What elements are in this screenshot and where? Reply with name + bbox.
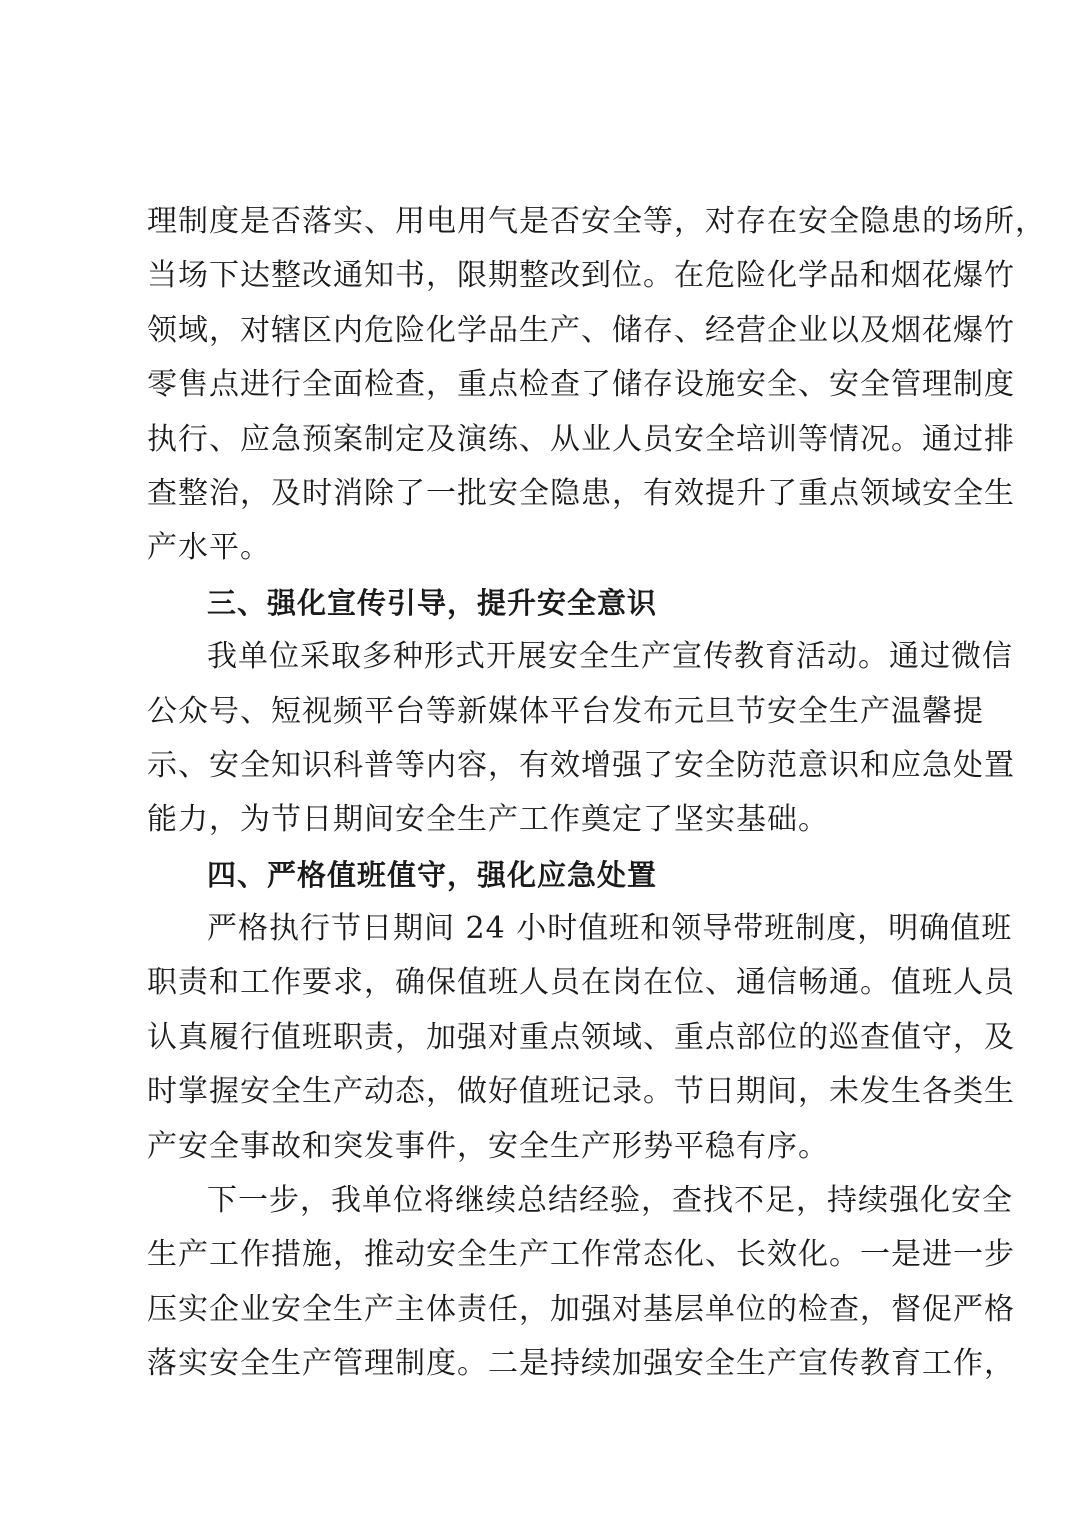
text-line: 能力，为节日期间安全生产工作奠定了坚实基础。 [147, 802, 829, 838]
document-body [147, 195, 1046, 1392]
text-line: 产水平。 [147, 530, 271, 566]
text-line: 落实安全生产管理制度。二是持续加强安全生产宣传教育工作， [147, 1346, 1015, 1382]
text-line: 生产工作措施，推动安全生产工作常态化、长效化。一是进一步 [147, 1237, 1015, 1273]
paragraph-publicity [147, 630, 1015, 848]
text-line: 理制度是否落实、用电用气是否安全等，对存在安全隐患的场所， [147, 204, 1046, 239]
text-line: 产安全事故和突发事件，安全生产形势平稳有序。 [147, 1128, 829, 1164]
section-heading-4 [147, 848, 947, 902]
paragraph-duty [147, 902, 1015, 1174]
text-line: 查整治，及时消除了一批安全隐患，有效提升了重点领域安全生 [147, 475, 1015, 511]
text-line: 压实企业安全生产主体责任，加强对基层单位的检查，督促严格 [147, 1291, 1015, 1327]
text-line: 时掌握安全生产动态，做好值班记录。节日期间，未发生各类生 [147, 1074, 1015, 1110]
heading-text: 三、强化宣传引导，提升安全意识 [207, 585, 658, 620]
text-line: 公众号、短视频平台等新媒体平台发布元旦节安全生产温馨提 [147, 693, 984, 729]
text-line: 认真履行值班职责，加强对重点领域、重点部位的巡查值守，及 [147, 1019, 1015, 1055]
text-line: 我单位采取多种形式开展安全生产宣传教育活动。通过微信 [207, 639, 1013, 675]
text-line: 当场下达整改通知书，限期整改到位。在危险化学品和烟花爆竹 [147, 258, 1015, 294]
text-line: 零售点进行全面检查，重点检查了储存设施安全、安全管理制度 [147, 367, 1015, 403]
text-line: 示、安全知识科普等内容，有效增强了安全防范意识和应急处置 [147, 747, 1015, 783]
text-line: 执行、应急预案制定及演练、从业人员安全培训等情况。通过排 [147, 421, 1015, 457]
text-line: 严格执行节日期间 24 小时值班和领导带班制度，明确值班 [207, 911, 1013, 947]
paragraph-continuation [147, 195, 1046, 576]
section-heading-3 [147, 576, 947, 630]
paragraph-next-steps [147, 1174, 1015, 1392]
text-line: 职责和工作要求，确保值班人员在岗在位、通信畅通。值班人员 [147, 965, 1015, 1001]
text-line: 领域，对辖区内危险化学品生产、储存、经营企业以及烟花爆竹 [147, 312, 1015, 348]
heading-text: 四、严格值班值守，强化应急处置 [207, 857, 658, 892]
text-line: 下一步，我单位将继续总结经验，查找不足，持续强化安全 [207, 1183, 1013, 1219]
